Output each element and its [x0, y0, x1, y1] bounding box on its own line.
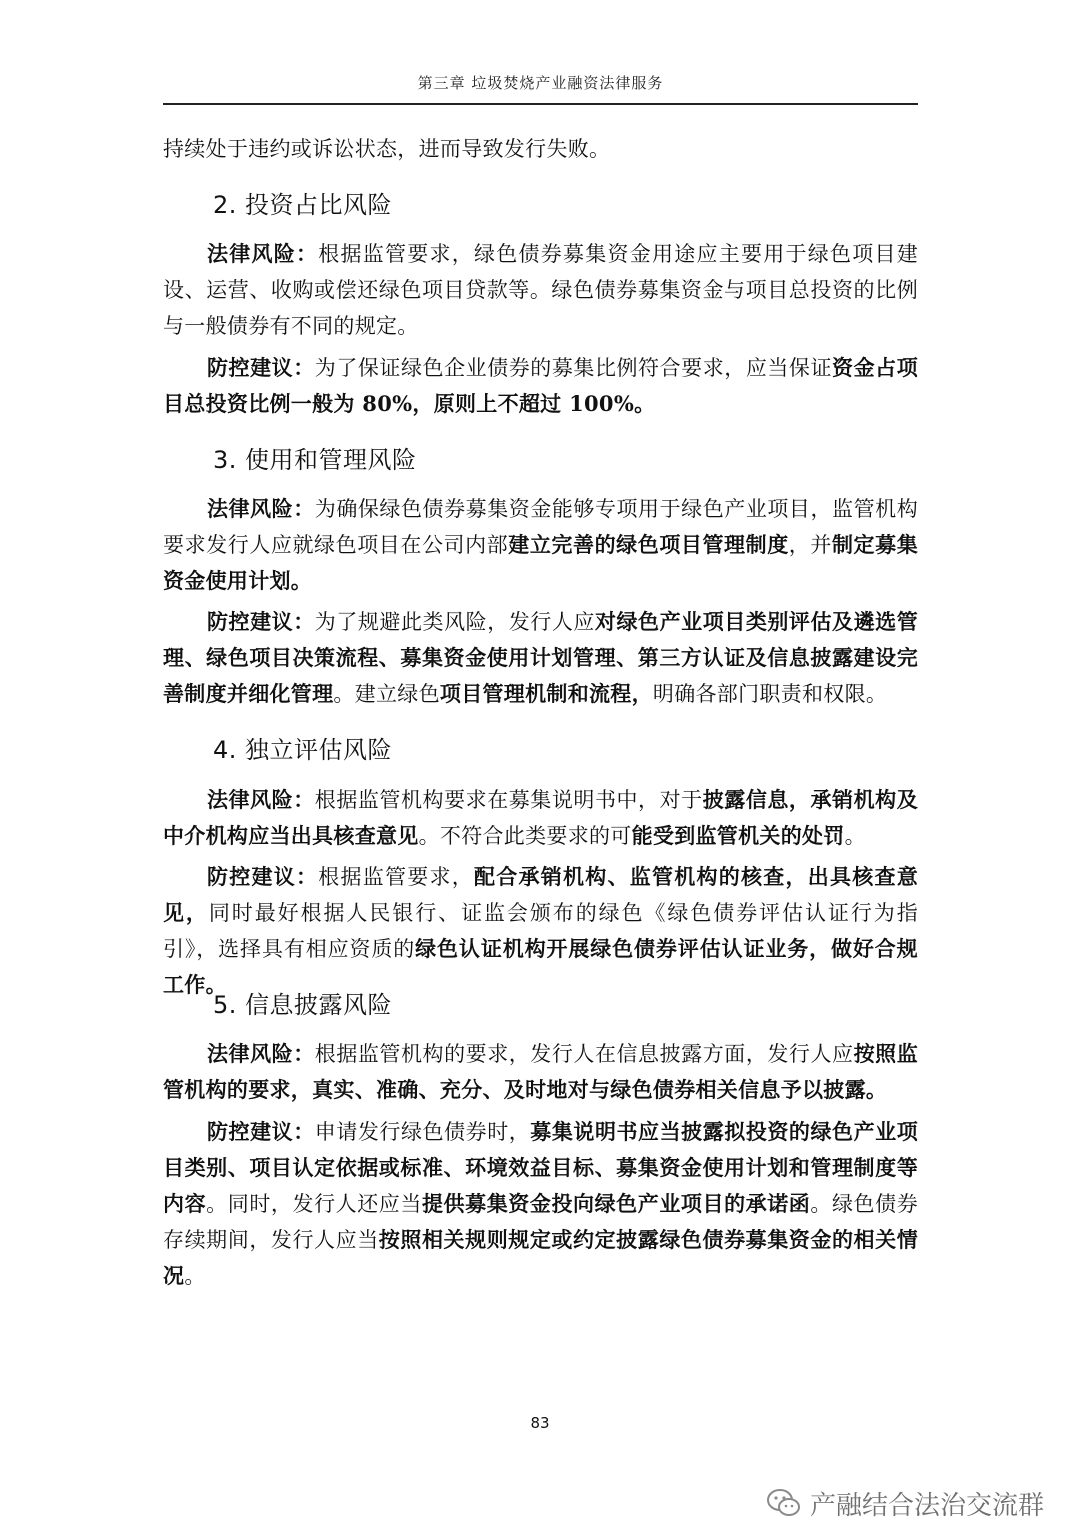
legal-risk-emphasis: 按照监管机构的要求，真实、准确、充分、及时地对与绿色债券相关信息予以披露。: [163, 1041, 918, 1102]
watermark-text: 产融结合法治交流群: [809, 1490, 1044, 1521]
advice-text: 明确各部门职责和权限。: [652, 682, 888, 706]
section-4-advice: [163, 859, 918, 1003]
legal-risk-emphasis: 制定募集资金使用计划。: [163, 532, 919, 593]
legal-risk-text: 根据监管要求，绿色债券募集资金用途应主要用于绿色项目建设、运营、收购或偿还绿色项目贷款等。绿色债券募集资金与项目总投资的比例与一般债券有不同的规定。: [163, 242, 918, 338]
advice-text: 。同时，发行人还应当: [206, 1192, 422, 1216]
legal-risk-emphasis: 披露信息，承销机构及中介机构应当出具核查意见: [163, 787, 918, 848]
header-divider: [163, 103, 918, 105]
section-4-legal-risk: [163, 782, 918, 854]
advice-emphasis: 资金占项目总投资比例一般为 80%，原则上不超过 100%。: [163, 355, 919, 416]
running-header: 第三章 垃圾焚烧产业融资法律服务: [417, 74, 664, 92]
section-heading-3: 3. 使用和管理风险: [213, 446, 417, 474]
section-heading-4: 4. 独立评估风险: [213, 736, 393, 764]
advice-emphasis: 对绿色产业项目类别评估及遴选管理、绿色项目决策流程、募集资金使用计划管理、第三方认证及信息披露建设完善制度并细化管理: [163, 609, 918, 706]
legal-risk-text: 。: [844, 824, 866, 848]
advice-text: 为了规避此类风险，发行人应: [314, 610, 595, 634]
section-5-advice: [163, 1114, 918, 1294]
legal-risk-label: 法律风险：: [207, 241, 319, 266]
advice-text: 为了保证绿色企业债券的募集比例符合要求，应当保证: [314, 356, 833, 380]
legal-risk-text: ，并: [788, 533, 832, 557]
advice-label: 防控建议：: [207, 864, 319, 889]
advice-emphasis: 募集说明书应当披露拟投资的绿色产业项目类别、项目认定依据或标准、环境效益目标、募集资金使用计划和管理制度等内容: [163, 1119, 918, 1216]
legal-risk-text: 根据监管机构的要求，发行人在信息披露方面，发行人应: [314, 1042, 854, 1066]
advice-text: 申请发行绿色债券时，: [314, 1120, 531, 1144]
intro-paragraph: 持续处于违约或诉讼状态，进而导致发行失败。: [163, 137, 611, 161]
legal-risk-text: 。不符合此类要求的可: [418, 824, 632, 848]
advice-text: 根据监管要求，: [318, 865, 474, 889]
legal-risk-label: 法律风险：: [207, 1041, 315, 1066]
legal-risk-emphasis: 能受到监管机关的处罚: [631, 823, 845, 848]
section-2-advice: [163, 350, 918, 422]
legal-risk-text: 根据监管机构要求在募集说明书中，对于: [314, 788, 703, 812]
advice-text: 。建立绿色: [333, 682, 440, 706]
advice-emphasis: 配合承销机构、监管机构的核查，出具核查意见，: [163, 864, 919, 925]
advice-label: 防控建议：: [207, 609, 315, 634]
legal-risk-emphasis: 建立完善的绿色项目管理制度: [508, 532, 789, 557]
legal-risk-label: 法律风险：: [207, 496, 315, 521]
section-3-advice: [163, 604, 918, 712]
advice-emphasis: 项目管理机制和流程，: [439, 681, 653, 706]
page-number: 83: [530, 1414, 550, 1432]
advice-emphasis: 按照相关规则规定或约定披露绿色债券募集资金的相关情况: [163, 1227, 919, 1288]
section-3-legal-risk: [163, 491, 918, 599]
section-heading-5: 5. 信息披露风险: [213, 991, 393, 1019]
advice-text: 。绿色债券存续期间，发行人应当: [163, 1192, 919, 1252]
advice-label: 防控建议：: [207, 355, 315, 380]
wechat-icon: [766, 1488, 802, 1518]
legal-risk-label: 法律风险：: [207, 787, 315, 812]
advice-text: 。: [184, 1264, 206, 1288]
advice-emphasis: 绿色认证机构开展绿色债券评估认证业务，做好合规工作。: [163, 936, 918, 997]
advice-emphasis: 提供募集资金投向绿色产业项目的承诺函: [421, 1191, 811, 1216]
legal-risk-text: 为确保绿色债券募集资金能够专项用于绿色产业项目，监管机构要求发行人应就绿色项目在公司内部: [163, 497, 918, 557]
section-2-legal-risk: [163, 236, 918, 344]
advice-label: 防控建议：: [207, 1119, 315, 1144]
section-heading-2: 2. 投资占比风险: [213, 191, 393, 219]
advice-text: 同时最好根据人民银行、证监会颁布的绿色《绿色债券评估认证行为指引》，选择具有相应资质的: [163, 901, 918, 961]
watermark: [766, 1486, 1044, 1520]
section-5-legal-risk: [163, 1036, 918, 1108]
